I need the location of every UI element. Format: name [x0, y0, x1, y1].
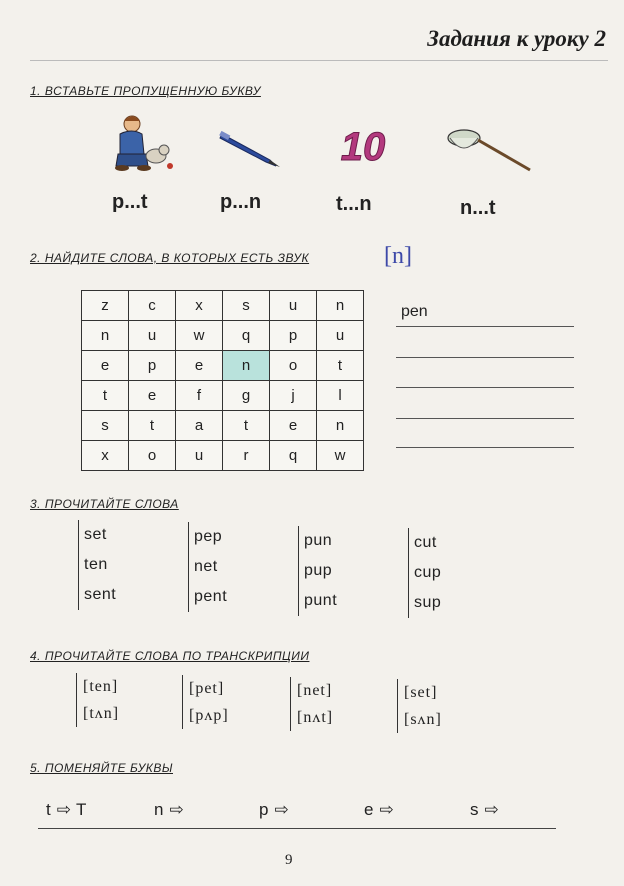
grid-cell[interactable]: x — [176, 291, 223, 321]
swap-item[interactable] — [364, 800, 394, 820]
target-sound: [n] — [384, 243, 412, 269]
transcription-column — [76, 673, 119, 727]
word: pent — [194, 588, 228, 605]
word: set — [84, 526, 107, 543]
arrow-right-icon: ⇨ — [274, 800, 289, 819]
word-column — [298, 526, 337, 616]
grid-cell[interactable]: t — [223, 411, 270, 441]
grid-cell[interactable]: u — [129, 321, 176, 351]
pen-icon — [218, 128, 282, 168]
swap-from: e — [364, 800, 374, 819]
transcription: [net] — [297, 682, 333, 699]
grid-cell[interactable]: u — [176, 441, 223, 471]
grid-row — [82, 411, 364, 441]
grid-cell[interactable]: n — [82, 321, 129, 351]
swap-item[interactable] — [259, 800, 289, 820]
page-title: Задания к уроку 2 — [427, 26, 606, 51]
grid-row — [82, 291, 364, 321]
task5-heading: 5. ПОМЕНЯЙТЕ БУКВЫ — [30, 761, 173, 775]
grid-cell[interactable]: t — [129, 411, 176, 441]
swap-to[interactable]: T — [75, 800, 87, 819]
grid-cell[interactable]: e — [129, 381, 176, 411]
grid-cell[interactable]: n — [317, 411, 364, 441]
answer-line[interactable] — [396, 357, 574, 358]
task4-heading: 4. ПРОЧИТАЙТЕ СЛОВА ПО ТРАНСКРИПЦИИ — [30, 649, 310, 663]
page-number: 9 — [285, 852, 293, 868]
grid-cell[interactable]: f — [176, 381, 223, 411]
swap-from: n — [154, 800, 164, 819]
answer-line[interactable] — [396, 447, 574, 448]
word: punt — [304, 592, 338, 609]
grid-cell[interactable]: j — [270, 381, 317, 411]
butterfly-net-icon — [446, 124, 534, 174]
picture-label-boy: p...t — [112, 191, 148, 213]
grid-cell[interactable]: p — [270, 321, 317, 351]
grid-cell[interactable]: o — [129, 441, 176, 471]
grid-cell[interactable]: s — [82, 411, 129, 441]
swap-divider — [38, 828, 556, 829]
picture-label-net: n...t — [460, 197, 496, 219]
transcription-column — [397, 679, 442, 733]
word: pep — [194, 528, 223, 545]
grid-cell[interactable]: p — [129, 351, 176, 381]
task2-heading: 2. НАЙДИТЕ СЛОВА, В КОТОРЫХ ЕСТЬ ЗВУК — [30, 251, 310, 265]
grid-cell[interactable]: w — [317, 441, 364, 471]
grid-cell[interactable]: w — [176, 321, 223, 351]
swap-from: p — [259, 800, 269, 819]
grid-row — [82, 381, 364, 411]
answer-word[interactable]: pen — [401, 303, 428, 320]
task3-heading: 3. ПРОЧИТАЙТЕ СЛОВА — [30, 497, 179, 511]
swap-item[interactable] — [154, 800, 184, 820]
grid-cell[interactable]: n — [223, 351, 270, 381]
word: ten — [84, 556, 108, 573]
word: net — [194, 558, 218, 575]
boy-with-puppy-icon — [108, 112, 174, 174]
answer-line[interactable] — [396, 326, 574, 327]
word: sup — [414, 594, 442, 611]
answer-line[interactable] — [396, 387, 574, 388]
transcription-column — [182, 675, 229, 729]
task1-heading: 1. ВСТАВЬТЕ ПРОПУЩЕННУЮ БУКВУ — [30, 84, 261, 98]
grid-cell[interactable]: e — [270, 411, 317, 441]
grid-cell[interactable]: o — [270, 351, 317, 381]
grid-row — [82, 351, 364, 381]
grid-cell[interactable]: t — [317, 351, 364, 381]
grid-cell[interactable]: q — [223, 321, 270, 351]
arrow-right-icon: ⇨ — [56, 800, 71, 819]
grid-cell[interactable]: e — [176, 351, 223, 381]
arrow-right-icon: ⇨ — [169, 800, 184, 819]
transcription: [pʌp] — [189, 707, 229, 724]
grid-cell[interactable]: a — [176, 411, 223, 441]
title-divider — [30, 60, 608, 61]
word: cup — [414, 564, 442, 581]
transcription: [set] — [404, 684, 438, 701]
grid-row — [82, 321, 364, 351]
grid-cell[interactable]: n — [317, 291, 364, 321]
arrow-right-icon: ⇨ — [379, 800, 394, 819]
letter-grid — [81, 290, 364, 471]
grid-cell[interactable]: t — [82, 381, 129, 411]
grid-cell[interactable]: q — [270, 441, 317, 471]
grid-cell[interactable]: x — [82, 441, 129, 471]
transcription-column — [290, 677, 333, 731]
word-column — [188, 522, 227, 612]
swap-from: s — [470, 800, 479, 819]
grid-cell[interactable]: c — [129, 291, 176, 321]
grid-cell[interactable]: s — [223, 291, 270, 321]
word: pun — [304, 532, 333, 549]
grid-cell[interactable]: r — [223, 441, 270, 471]
answer-line[interactable] — [396, 418, 574, 419]
grid-cell[interactable]: l — [317, 381, 364, 411]
arrow-right-icon: ⇨ — [484, 800, 499, 819]
word-column — [78, 520, 116, 610]
word: sent — [84, 586, 117, 603]
word: pup — [304, 562, 333, 579]
grid-cell[interactable]: u — [270, 291, 317, 321]
word-column — [408, 528, 441, 618]
transcription: [sʌn] — [404, 711, 442, 728]
grid-cell[interactable]: z — [82, 291, 129, 321]
word: cut — [414, 534, 437, 551]
swap-item[interactable] — [470, 800, 499, 820]
grid-cell[interactable]: u — [317, 321, 364, 351]
transcription: [pet] — [189, 680, 225, 697]
swap-from: t — [46, 800, 51, 819]
grid-cell[interactable]: g — [223, 381, 270, 411]
svg-text:10: 10 — [340, 125, 386, 168]
grid-row — [82, 441, 364, 471]
transcription: [nʌt] — [297, 709, 334, 726]
grid-cell[interactable]: e — [82, 351, 129, 381]
transcription: [ten] — [83, 678, 119, 695]
number-ten-icon — [338, 120, 388, 168]
transcription: [tʌn] — [83, 705, 120, 722]
swap-item[interactable] — [46, 800, 86, 820]
picture-label-ten: t...n — [336, 193, 372, 215]
picture-label-pen: p...n — [220, 191, 262, 213]
